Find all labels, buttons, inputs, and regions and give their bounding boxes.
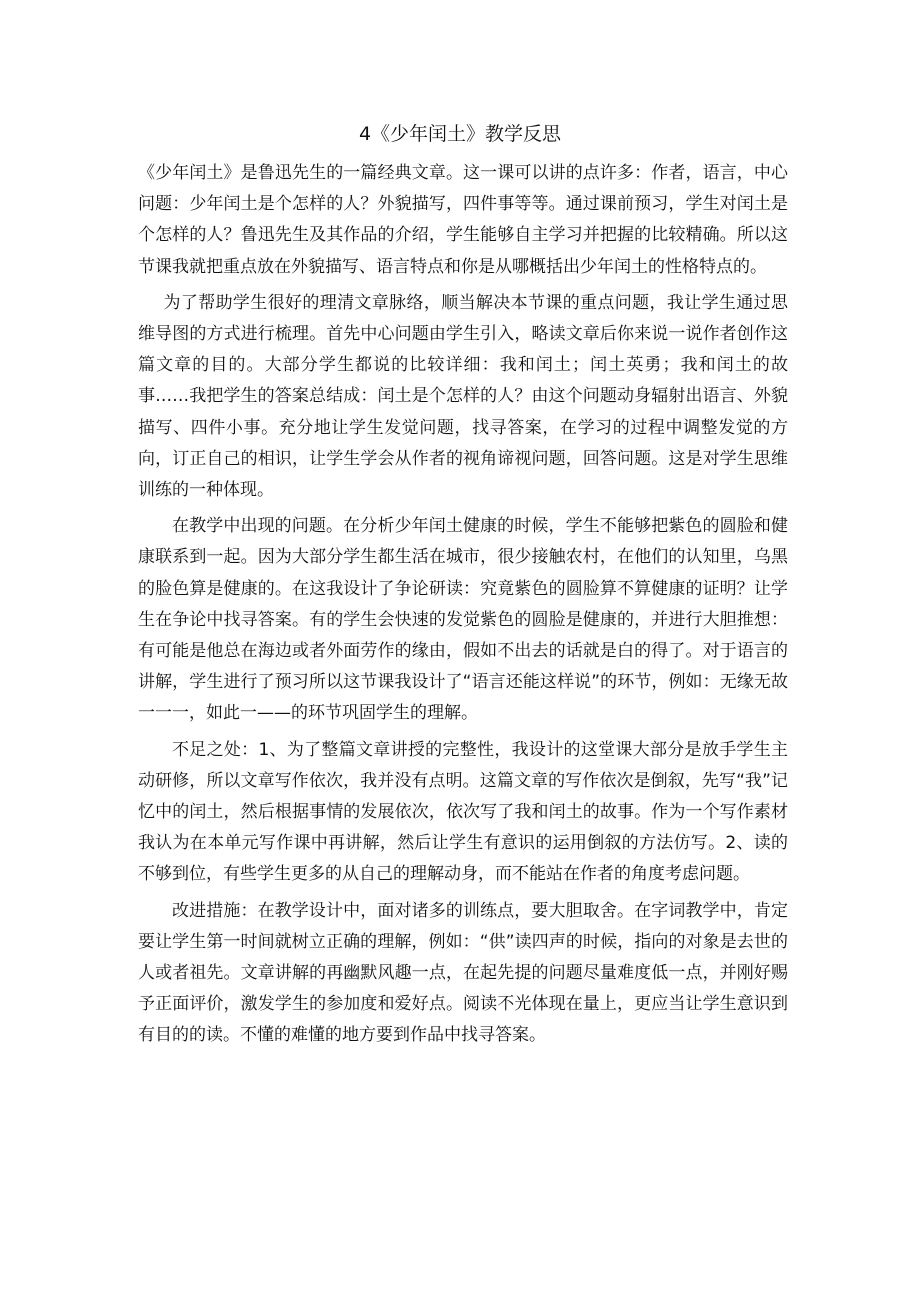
paragraph-problems: 在教学中出现的问题。在分析少年闰土健康的时候，学生不能够把紫色的圆脸和健康联系到一起。因为大部分学生都生活在城市，很少接触农村，在他们的认知里，乌黑的脸色算是健康的。在这我设计了争论研读：究竟紫色的圆脸算不算健康的证明？让学生在争论中找寻答案。有的学生会快速的发觉紫色的圆脸是健康的，并进行大胆推想：有可能是他总在海边或者外面劳作的缘由，假如不出去的话就是白的得了。对于语言的讲解，学生进行了预习所以这节课我设计了“语言还能这样说”的环节，例如：无缘无故一一一，如此一——的环节巩固学生的理解。 (138, 516, 788, 724)
document-body (138, 158, 788, 1057)
paragraph-shortcomings: 不足之处：1、为了整篇文章讲授的完整性，我设计的这堂课大部分是放手学生主动研修，所以文章写作依次，我并没有点明。这篇文章的写作依次是倒叙，先写“我”记忆中的闰土，然后根据事情的发展依次，依次写了我和闰土的故事。作为一个写作素材我认为在本单元写作课中再讲解，然后让学生有意识的运用倒叙的方法仿写。2、读的不够到位，有些学生更多的从自己的理解动身，而不能站在作者的角度考虑问题。 (138, 739, 788, 885)
paragraph-mind-map: 为了帮助学生很好的理清文章脉络，顺当解决本节课的重点问题，我让学生通过思维导图的方式进行梳理。首先中心问题由学生引入，略读文章后你来说一说作者创作这篇文章的目的。大部分学生都说的比较详细：我和闰土；闰土英勇；我和闰土的故事……我把学生的答案总结成：闰土是个怎样的人？由这个问题动身辐射出语言、外貌描写、四件小事。充分地让学生发觉问题，找寻答案，在学习的过程中调整发觉的方向，订正自己的相识，让学生学会从作者的视角谛视问题，回答问题。这是对学生思维训练的一种体现。 (138, 292, 788, 501)
paragraph-intro: 《少年闰土》是鲁迅先生的一篇经典文章。这一课可以讲的点许多：作者，语言，中心问题：少年闰土是个怎样的人？外貌描写，四件事等等。通过课前预习，学生对闰土是个怎样的人？鲁迅先生及其作品的介绍，学生能够自主学习并把握的比较精确。所以这节课我就把重点放在外貌描写、语言特点和你是从哪概括出少年闰土的性格特点的。 (138, 163, 788, 277)
document-title: 4《少年闰土》教学反思 (358, 123, 562, 145)
paragraph-improvements: 改进措施：在教学设计中，面对诸多的训练点，要大胆取舍。在字词教学中，肯定要让学生第一时间就树立正确的理解，例如：“供”读四声的时候，指向的对象是去世的人或者祖先。文章讲解的再幽默风趣一点，在起先提的问题尽量难度低一点，并刚好赐予正面评价，激发学生的参加度和爱好点。阅读不光体现在量上，更应当让学生意识到有目的的读。不懂的难懂的地方要到作品中找寻答案。 (138, 900, 788, 1046)
